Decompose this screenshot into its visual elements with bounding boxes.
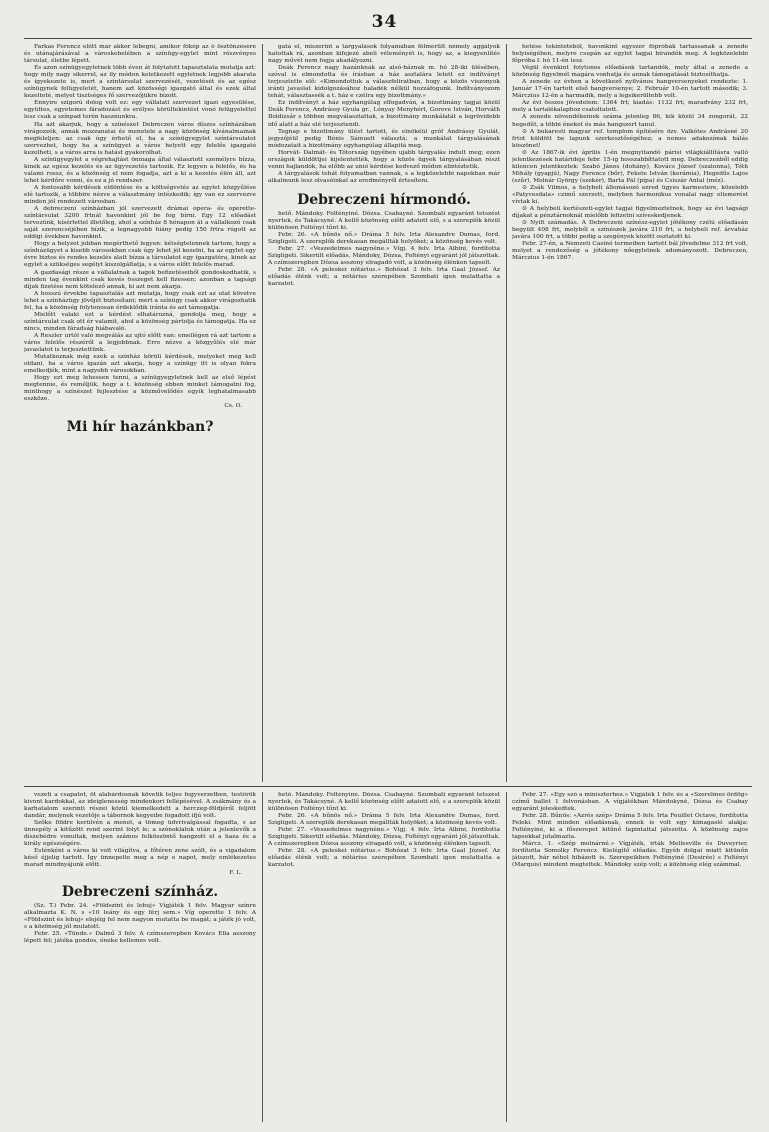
paragraph: hető. Mándoky. Foltényiné. Dózsa. Csabayné. Szombati egyaránt tetszést nyertek, és Takácsyné. A kellő közönség előtt adatott elő, s a szereplők közül különösen Foltényi tűnt ki. xyxy=(268,210,500,232)
paragraph: vezeti a csapatot, öt alabárdosnak követik teljes fegyverzetben, testőrök kivont kardokkal, az ideiglenesség mindenkori fellépésével. A zsákmány és a karhatalom szerinti részei közül kiemelkedett a herczeg-földjéről feljött dandár, melynek vezetője a tábornok kegyeibe fogadott ifjú volt. xyxy=(24,792,256,820)
column-3-upper xyxy=(512,44,748,782)
paragraph: Horvát- Dalmát- és Tótország ügyében ujabb tárgyalás indult meg; ezen országok küldöttjei kijelentették, hogy a közös ügyek tárgyalásában részt venni hajlandók, ha előbb az unió kérdése kedvező módon elintéztetik. xyxy=(268,149,500,170)
paragraph: Febr. 28. «A peleskei nótárius.» Bohózat 3 felv. Irta Gaal József. Az előadás élénk volt; a nótárius szerepében Szombati igen mulattatta a karzatot. xyxy=(268,848,500,869)
paragraph: Hogy a helyzet jobban megérthető legyen: kétségtelennek tartom, hogy a színházügyet a kisebb városokban csak úgy lehet jól kezelni, ha az egylet egy évre biztos és rendes kezelés alatt bízza a társulatot egy igazgatóra, kinek az egylet a szükséges segélyt kiszolgáltatja, s a város előtt felelős marad. xyxy=(24,241,256,269)
paragraph: Febr. 27-én, a Nemzeti Casinó termeiben tartott bál jövedelme 312 frt volt, melyet a rendezőség a jótékony nőegyletnek adományozott. Debreczen, Márczius 1-én 1867. xyxy=(512,241,748,262)
paragraph: Febr. 28. «A peleskei nótárius.» Bohózat 3 felv. Irta Gaal József. Az előadás élénk volt; a nótárius szerepében Szombati igen mulattatta a karzatot. xyxy=(268,267,500,288)
paragraph: (Sz. T.) Febr. 24. «Földszint és lebuj» Vígjáték 1 felv. Magyar színre alkalmazta K. N. s «10 leány és egy férj sem.» Víg operette 1 felv. A «Földszint és lebuj» elejéig fel nem nagyon mutatta be magát; a játék jó volt, s a közönség jól mulatott. xyxy=(24,902,256,930)
column-3-lower xyxy=(512,792,748,1122)
paragraph: Febr. 27. «Veszedelmes nagynéne.» Vígj. 4 felv. Irta Albini, fordította Szigligeti. Sikerült előadás. Mándoky, Dózsa, Foltényi egyaránt jól játszottak. A czímszerepben Dózsa asszony elragadó volt, a közönség élénken tapsolt. xyxy=(268,827,500,848)
paragraph: A hosszú érvekbe tapasztalás azt mutatja, hogy csak ezt az utat követve lehet a színházügy jövőjét biztosítani; mert a színügy csak akkor virágozhatik fel, ha a közönség folytonosan érdeklődik iránta és azt támogatja. xyxy=(24,290,256,311)
paragraph: Febr. 25. «Tünde.» Dalmű 3 felv. A czímszerepben Kovács Ella asszony lépett fel; játéka gondos, éneke kellemes volt. xyxy=(24,930,256,944)
column-divider xyxy=(506,792,507,1122)
column-1-upper xyxy=(24,44,256,782)
paragraph: gatá el, miszerint a tárgyalások folyamában félmerült némely aggályok hatottak rá, azonban kifejezé abeli véleményét is, hogy az, a kiegyenlítés nagy művét nem fogja akadályozni. xyxy=(268,44,500,65)
section-heading: Debreczeni hírmondó. xyxy=(297,191,471,208)
column-divider xyxy=(262,44,263,782)
paragraph: Febr. 26. «A bűnös nő.» Dráma 5 felv. Irta Alexandre Dumas, ford. Szigligeti. A szereplők derekasan megállták helyöket; a közönség kevés volt. xyxy=(268,232,500,246)
theatre-text xyxy=(24,903,256,945)
paragraph: És azon színügyegyletnek több éven át folytatott tapasztalata mutatja azt: hogy mily nagy sikerrel, az ily módon keletkezett egyletnek legjobb akarata és igyekezete is, mert a színtársulat szervezését, vezetését és az egész színügynek felügyeletét, hanem azt közösségi igazgató által és ezek által kezelteté, melyet tisztséges fő szervezőjükre bízott. xyxy=(24,65,256,100)
paragraph: Márcz. 1. «Szép molnárné.» Vígjáték, irták Mellesville és Duveyrier, fordította Somolky Ferencz. Kielégítő előadás. Egyéb dolgai miatt kitünőn játszott, bár néhol hibázott is. Szerepeikben Foltényiné (Desirée) s Foltényi (Marquis) mindent megtettek. Mándoky szép volt; a közönség elég számmal. xyxy=(512,841,748,869)
paragraph: ⊙ A helybeli kertészeti-egylet tagjai figyelmeztetnek, hogy az évi tagsági díjakat a pénztárnoknál mielőbb lefizetni szíveskedjenek. xyxy=(512,206,748,220)
paragraph: A tárgyalások tehát folyamatban vannak, s a legközelebbi napokban már alkalmunk lesz olvasóinkat az eredményről értesíteni. xyxy=(268,170,500,184)
paragraph: A zenede ez évben a következő nyilvános hangversenyeket rendezte: 1. Január 17-én tartott első hangversenye; 2. Február 10-én tartott második; 3. Márczius 12-én a harmadik, mely a legsikerültebb volt. xyxy=(512,79,748,100)
column-divider xyxy=(506,44,507,782)
paragraph: Az évi összes jövedelem: 1364 frt; kiadás: 1132 frt; maradvány 232 frt, mely a tartalékalaphoz csatoltatott. xyxy=(512,100,748,114)
paragraph: Tegnap e bizottmány ülést tartott, és elnökéül gróf Andrássy Gyulát, jegyzőjéül pedig Bónis Sámuelt választá; a munkálat tárgyalásának módozatait a bizottmány egyhangúlag állapitá meg. xyxy=(268,128,500,149)
paragraph: Hogy ezt meg lehessen tenni, a színügyegyletnek kell az első lépést megtennie, és reméljük, hogy a t. közönség ebben minket támogatni fog, minthogy a színészet fejlesztése a közművelődés egyik leghatalmasabb eszköze. xyxy=(24,375,256,403)
paragraph: Mielőtt valaki ezt a kérdést elhatározná, gondolja meg, hogy a színtársulat csak ott ér valamit, ahol a közönség pártolja és támogatja. Ha ez nincs, minden fáradság hiábavaló. xyxy=(24,311,256,332)
signature: Cs. O. xyxy=(224,403,242,410)
paragraph: ⊙ Zsák Vilmos, a helybeli állomásozó ezred ügyes karmestere, közelebb «Patyvesdala» czimű szerzett, melyben harmonikus vonalai nagy elismerést vívtak ki. xyxy=(512,184,748,206)
column-3-upper-text xyxy=(512,44,748,262)
top-rule xyxy=(24,38,752,39)
paragraph: A színügyegylet a végrehajtást önmaga által választott személyre bízza, kinek az egész kezelés és az ügyvezetés tartozik. Ez legyen a felelős, és ha valami rossz, és a közönség el nem fogadja, azt a ki a kezelés élén áll, azt lehet kérdőre vonni, és ez a jó rendszer. xyxy=(24,156,256,184)
paragraph: ⊙ Nyilt számadás. A Debreczeni színész-egylet jótékony czélú előadásán begyült 408 frt, melyből a színészek javára 210 frt, a helybeli ref. árvaház javára 100 frt, a többi pedig a szegények között osztatott ki. xyxy=(512,220,748,241)
paragraph: Szőke földre kerülvén a menet, a tömeg üdvrivalgással fogadta, s az ünnepély a kitűzött rend szerint folyt le; a szónoklatok után a jelenlevők a díszebédre vonultak, melyen számos felköszöntő hangzott el a haza és a király egészségére. xyxy=(24,820,256,848)
column-2-lower-text xyxy=(268,792,500,870)
paragraph: Ez indítványt a ház egyhangúlag elfogadván, a bizottmány tagjai közül Deák Ferencz, Andrássy Gyula gr., Lónyay Menyhért, Gorove István, Horváth Boldizsár s többen megválasztattak, a bizottmány munkálatát a legrövidebb idő alatt a ház elé terjesztendi. xyxy=(268,100,500,128)
paragraph: ⊙ Az 1867-ik évi április 1-én megnyitandó párisi világkiállításra valló jelentkezések határideje febr. 15-ig hosszabbíttatott meg. Debreczenből eddig kilencen jelentkeztek: Szabó János (dohány), Kovács József (szalonna), Tóth Mihály (gyapjú), Nagy Ferencz (bőr), Fekete István (kerámia), Hegedűs Lajos (szűr), Molnár György (szekér), Barta Pál (pipa) és Csiszár Antal (méz). xyxy=(512,149,748,184)
column-divider xyxy=(262,792,263,1122)
paragraph: Deák Ferencz nagy hazánknak az alsó-háznak m. hó 28-iki ülésében, szóval is elmondotta és írásban a ház asztalára letett ez indítványt terjesztette elő: «Kimondottuk a válaszfeliratban, hogy a közös viszonyok iránti javaslat kidolgozásához haladék nélkül hozzáfogunk. Indítványozom tehát, választassék a t. ház e czélra egy bizottmány.» xyxy=(268,65,500,100)
paragraph: hető. Mándoky. Foltényiné. Dózsa. Csabayné. Szombati egyaránt tetszést nyertek, és Takácsyné. A kellő közönség előtt adatott elő, s a szereplők közül különösen Foltényi tűnt ki. xyxy=(268,792,500,813)
paragraph: Ha azt akarjuk, hogy a színészet Debreczen város díszes színházában virágozzék, annak mozzanatai és menetele a nagy közönség kívánalmainak megfeleljen: az csak úgy érhető el, ha a színügyegylet színtársulatot szervezhet, hogy ha a színügyet a város helyett egy felelős igazgató kezelheti, s a város arra is hatást gyakorolhat. xyxy=(24,121,256,156)
theatre-heading: Debreczeni színház. xyxy=(61,883,219,900)
column-3-lower-text xyxy=(512,792,748,870)
page-number: 34 xyxy=(371,12,398,32)
paragraph: Febr. 26. «A bűnös nő.» Dráma 5 felv. Irta Alexandre Dumas, ford. Szigligeti. A szereplők derekasan megállták helyöket; a közönség kevés volt. xyxy=(268,813,500,827)
paragraph: Mutatkoznak még ezek a színház körüli kérdések, melyeket meg kell oldani, ha a város igazán azt akarja, hogy a színügy itt is olyan fokra emelkedjék, mint a nagyobb városokban. xyxy=(24,354,256,375)
paragraph: A debreczeni színházban jól szervezett drámai opera- és operette-színtársulat 3200 frtnál havonkint jól be fog bírni. Egy 12 előadást tervezünk, kísérlettel illetőleg, ahol a színház 8 hónapon át a vállalkozó csak saját szerencséjében bízik, a legnagyobb hiány pedig 150 frtra rúgott az eddigi években havonkint. xyxy=(24,206,256,241)
paragraph: Esténként a város ki volt világítva, a főtéren zene szólt, és a vigadalom késő éjjelig tartott. Így ünnepelte meg a nép e napot, mely emlékezetes marad mindnyájunk előtt. xyxy=(24,848,256,869)
column-2-news-text xyxy=(268,211,500,289)
paragraph: A Reszler urtól való megválás az ujtó előtt van: emellégen rá azt tartom a város felelős részéről a legjobbnak. Erre nézve a közgyűlés elé már javaslatot is terjesztettünk. xyxy=(24,332,256,354)
column-2-upper-text xyxy=(268,44,500,185)
column-2-upper xyxy=(268,44,500,782)
paragraph: Febr. 27. «Egy szó a miniszterhez.» Vígjáték 1 felv. és a «Szerelmes ördög» czímű ballet 1 felvonásban. A vígjátékban Mándokyné, Dózsa és Csabay egyaránt jeleskedtek. xyxy=(512,792,748,813)
paragraph: Végül évenkint folytonos előadások tartandók, mely által a zenede a közönség figyelmét magára vonhatja és annak támogatását biztosíthatja. xyxy=(512,65,748,79)
column-1-lower-text xyxy=(24,792,256,870)
signature-lower: F. L. xyxy=(229,869,242,876)
paragraph: Febr. 28. Bűnös: «Azrés szép» Dráma 5 felv. Irta Feuillet Octave, fordította Feleki. Mint minden előadásnak, ennek is volt egy kimagasló alakja: Foltényiné, ki a főszerepet kitűnő tapintattal játszotta. A közönség zajos tapsokkal jutalmazta. xyxy=(512,813,748,841)
horizontal-divider xyxy=(24,786,752,787)
paragraph: A zenede növendékeinek száma jelenleg 86, kik közül 34 zongorát, 22 hegedűt, a többi éneket és más hangszert tanul. xyxy=(512,114,748,128)
column-1-upper-text xyxy=(24,44,256,403)
paragraph: A fontosabb kérdések eldöntése és a költségvetés az egylet közgyűlése elé tartozik, a többire nézve a választmány intézkedik; így van ez szervezve minden jól rendezett városban. xyxy=(24,184,256,206)
column-2-lower xyxy=(268,792,500,1122)
paragraph: Febr. 27. «Veszedelmes nagynéne.» Vígj. 4 felv. Irta Albini, fordította Szigligeti. Sikerült előadás. Mándoky, Dózsa, Foltényi egyaránt jól játszottak. A czímszerepben Dózsa asszony elragadó volt, a közönség élénken tapsolt. xyxy=(268,246,500,267)
paragraph: Ennyire szigorú dolog volt ez: egy vállalati szervezet igazi egyesülése, együttes, egyetemes fáradozást és erélyes körültekintést vonó felügyelettel lesz csak a színpad terén hasznunkra. xyxy=(24,100,256,121)
paragraph: A gazdasági része a vállalatnak a tagok befizetéseiből gondoskodhatik, s minden tag évenkint csak kevés összeget kell fizessen; azonban a tagsági díjak fizetése nem kötelező annak, ki azt nem akarja. xyxy=(24,269,256,290)
column-1-lower xyxy=(24,792,256,1122)
paragraph: ⊙ A bukaresti magyar ref. templom építésére özv. Valkótes Andrásné 20 frtot küldött be lapunk szerkesztőségéhez; a nemes adakozónak hálás köszönet! xyxy=(512,128,748,149)
paragraph: hetése tekintetéből, havonkint egyszer főpróbák tartassanak a zenede helyiségében, melyre csupán az egylet tagjai bírandók meg. A legközelebbi főpróba f. hó 11-én lesz. xyxy=(512,44,748,65)
section-heading-2: Mi hír hazánkban? xyxy=(66,419,214,436)
paragraph: Farkas Ferencz előtt már akkor lebegni, amikor főkép az ő ösztönzésére és utánajárásával a városkebelében a színügy-egylet mint részvényes társulat, életbe lépett. xyxy=(24,44,256,65)
